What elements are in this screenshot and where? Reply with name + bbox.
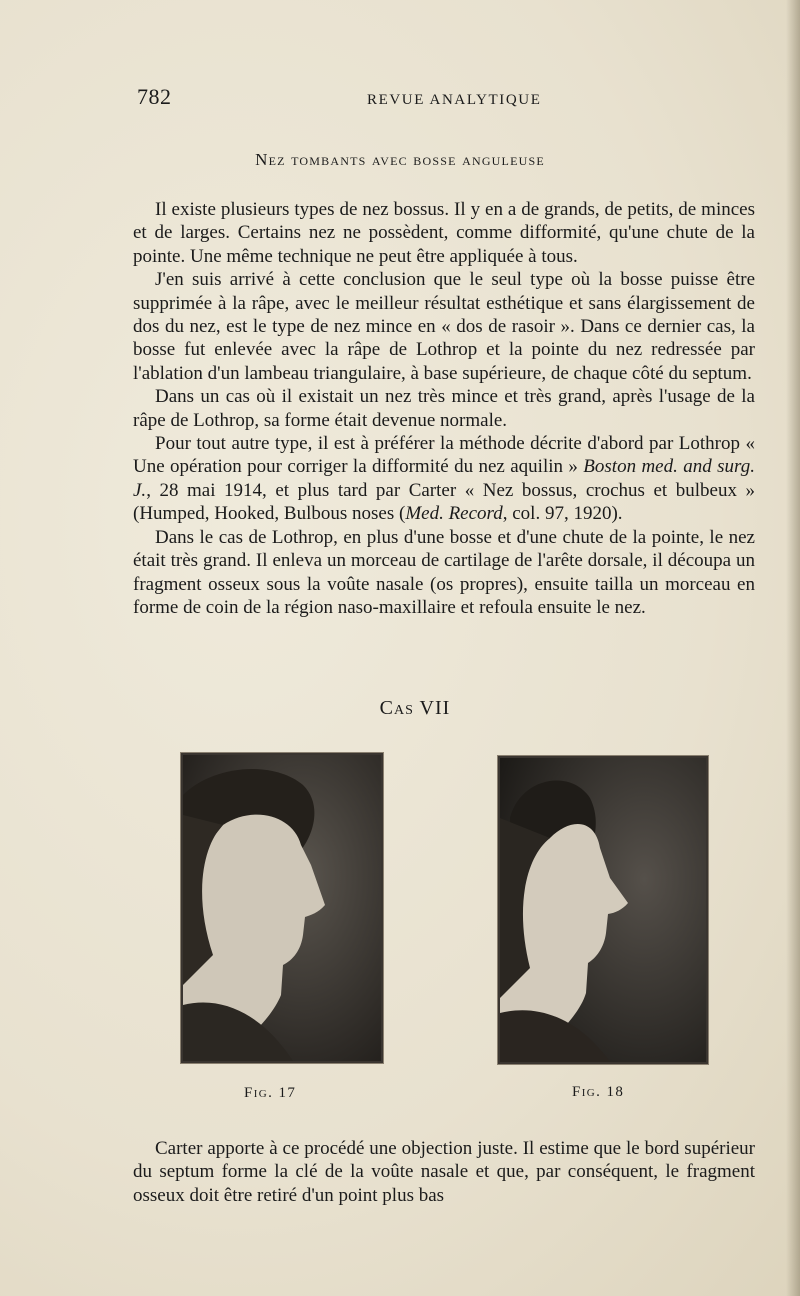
text-run: , 28 mai 1914, et plus tard par Carter « Nez bossus, crochus et bulbeux » (Humped, Hooked, Bulbous noses ( [133,479,755,525]
section-title: Nez tombants avec bosse anguleuse [255,150,545,169]
figure-18-label: Fig. 18 [572,1084,625,1100]
figure-17-photo [181,753,383,1063]
profile-photo-before-icon [183,755,381,1061]
text-run: Dans un cas où il existait un nez très mince et très grand, après l'usage de la râpe de Lothrop, sa forme était devenue normale. [133,386,755,431]
body-text [133,198,755,619]
text-run: J'en suis arrivé à cette conclusion que le seul type où la bosse puisse être supprimée à la râpe, avec le meilleur résultat esthétique et sans élargissement de dos du nez, est le type de nez mince en « dos de rasoir ». Dans ce dernier cas, la bosse fut enlevée avec la râpe de Lothrop et la pointe du nez redressée par l'ablation d'un lambeau triangulaire, à base supérieure, de chaque côté du septum. [133,269,755,384]
figure-17-label: Fig. 17 [244,1085,297,1101]
body-paragraph [133,385,755,432]
running-head: REVUE ANALYTIQUE [367,92,542,108]
text-run: , col. 97, 1920). [502,503,623,525]
page-header [0,84,800,114]
body-paragraph [133,432,755,526]
page-number: 782 [137,84,172,109]
body-paragraph [133,198,755,268]
profile-photo-after-icon [500,758,706,1062]
body-paragraph [133,526,755,620]
closing-text [133,1137,755,1207]
closing-paragraph: Carter apporte à ce procédé une objection juste. Il estime que le bord supérieur du septum forme la clé de la voûte nasale et que, par conséquent, le fragment osseux doit être retiré d'un point plus bas [133,1138,755,1206]
citation-title: Med. Record [405,503,503,525]
page-edge-shadow [786,0,800,1296]
text-run: Pour tout autre type, il est à préférer la méthode décrite d'abord par Lothrop « Une opération pour corriger la difformité du nez aquilin » [133,433,755,478]
text-run: Il existe plusieurs types de nez bossus. Il y en a de grands, de petits, de minces et de larges. Certains nez ne possèdent, comme difformité, qu'une chute de la pointe. Une même technique ne peut être appliquée à tous. [133,199,755,267]
citation-title: Boston med. and surg. J. [133,456,755,501]
text-run: Dans le cas de Lothrop, en plus d'une bosse et d'une chute de la pointe, le nez était très grand. Il enleva un morceau de cartilage de l'arête dorsale, il découpa un fragment osseux sous la voûte nasale (os propres), ensuite tailla un morceau en forme de coin de la région naso-maxillaire et refoula ensuite le nez. [133,526,755,618]
case-title: Cas VII [379,697,451,719]
body-paragraph [133,268,755,385]
figure-18-photo [498,756,708,1064]
